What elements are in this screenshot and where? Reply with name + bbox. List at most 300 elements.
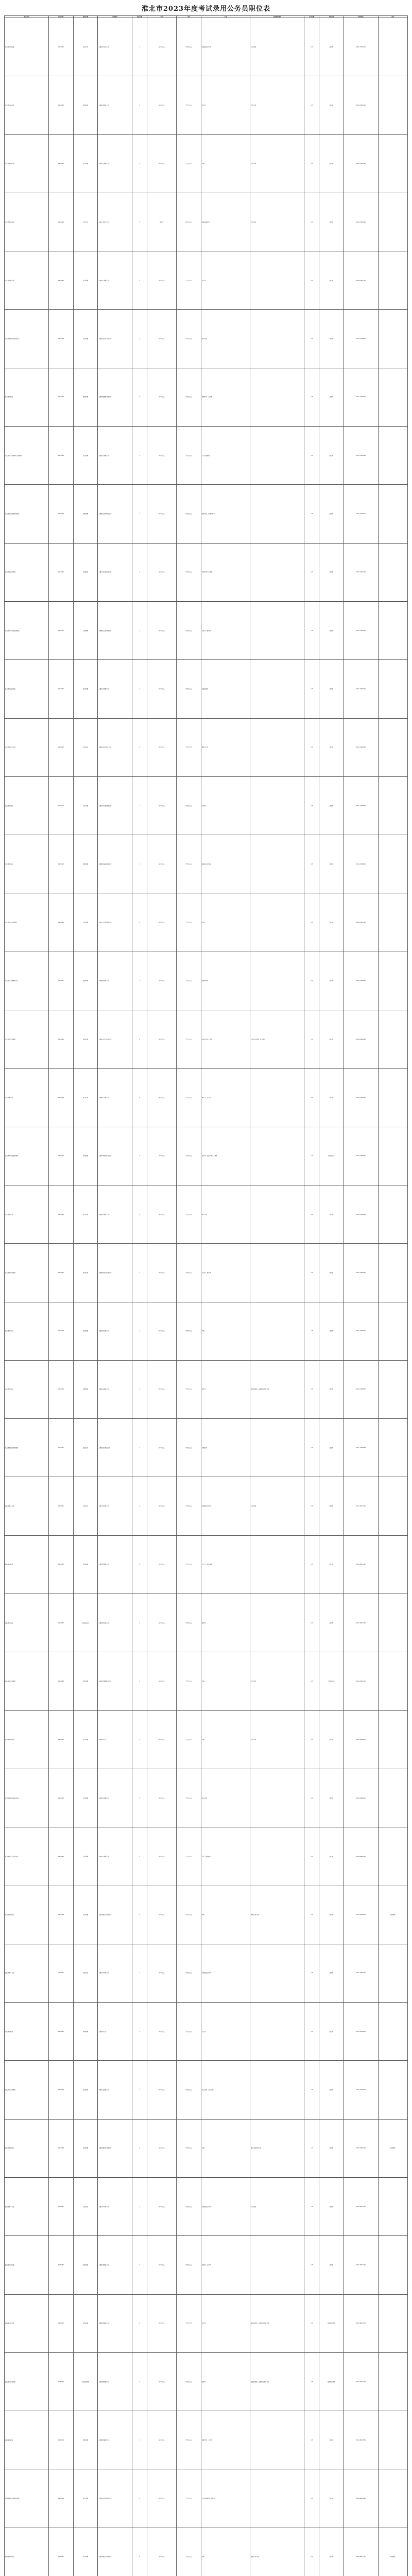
table-cell: 不限 xyxy=(201,2119,250,2177)
table-cell: 从事农业技术推广工作 xyxy=(98,718,132,776)
table-cell: 淮北市司法局 xyxy=(5,1360,49,1418)
table-cell: 不限 xyxy=(201,893,250,952)
position-table xyxy=(4,15,408,2576)
table-cell: 0101007 xyxy=(48,368,73,426)
table-cell: 淮北市人力资源和社会保障局 xyxy=(5,427,49,485)
table-cell: 0101010 xyxy=(48,543,73,601)
table-cell: 财务管理 xyxy=(73,1535,98,1594)
table-cell: 1:3 xyxy=(304,718,319,776)
table-cell: 淮北市纪委监委 xyxy=(5,18,49,76)
table-cell: 学士及以上 xyxy=(177,1827,201,1886)
table-cell: 1:3 xyxy=(304,893,319,952)
table-cell: 淮北市应急管理局 xyxy=(5,1010,49,1069)
table-cell: 从事综合管理工作 xyxy=(98,134,132,193)
table-cell: 从事乡镇综合管理工作 xyxy=(98,2119,132,2177)
table-cell: 1 xyxy=(132,2177,147,2235)
table-cell: 学士及以上 xyxy=(177,2352,201,2411)
table-cell: 0104002 xyxy=(48,2003,73,2061)
table-cell: 从事水利工程管理工作 xyxy=(98,776,132,835)
table-cell: 3 xyxy=(132,1886,147,1944)
table-cell: 0105004 xyxy=(48,2352,73,2411)
table-cell: 淮北市委组织部 xyxy=(5,134,49,193)
table-cell xyxy=(378,1769,407,1827)
table-cell: 从事医保基金监管工作 xyxy=(98,1244,132,1302)
table-cell: 本科及以上 xyxy=(147,660,176,718)
table-cell: 0101020 xyxy=(48,1127,73,1185)
column-header: 职位名称 xyxy=(73,16,98,18)
table-cell: 0561-3194102 xyxy=(344,543,378,601)
table-cell: 0561-4030101 xyxy=(344,1944,378,2002)
table-row xyxy=(5,835,408,893)
column-header: 职位简介 xyxy=(98,16,132,18)
table-cell: 0561-3195103 xyxy=(344,1127,378,1185)
table-cell: 从事财务工作 xyxy=(98,2003,132,2061)
column-header: 职位代码 xyxy=(48,16,73,18)
table-cell: 基层司法所 xyxy=(73,1594,98,1652)
table-cell: 综合类 xyxy=(319,1069,344,1127)
table-cell: 中共党员 xyxy=(250,134,304,193)
table-cell: 1 xyxy=(132,601,147,659)
table-row xyxy=(5,1302,408,1360)
table-row xyxy=(5,427,408,485)
table-row xyxy=(5,2294,408,2352)
table-cell: 本科及以上 xyxy=(147,1244,176,1302)
table-row xyxy=(5,485,408,543)
table-cell: 综合类 xyxy=(319,543,344,601)
table-cell: 1 xyxy=(132,776,147,835)
table-cell xyxy=(378,251,407,310)
table-cell: 烈山区乡镇机关 xyxy=(5,2119,49,2177)
table-cell: 综合管理 xyxy=(73,660,98,718)
table-cell: 综合类 xyxy=(319,1594,344,1652)
table-cell xyxy=(378,2469,407,2528)
table-row xyxy=(5,193,408,251)
table-cell: 0101011 xyxy=(48,601,73,659)
table-cell: 0561-3193960 xyxy=(344,427,378,485)
table-cell xyxy=(378,543,407,601)
table-cell xyxy=(250,2003,304,2061)
table-cell: 综合类 xyxy=(319,1944,344,2002)
table-cell xyxy=(378,1244,407,1302)
table-cell: 文字综合 xyxy=(73,1477,98,1535)
table-cell xyxy=(378,1127,407,1185)
table-cell: 杜集区委组织部 xyxy=(5,1710,49,1769)
table-cell: 环境科学与工程类 xyxy=(201,543,250,601)
table-cell xyxy=(250,2236,304,2294)
table-cell: 0561-3195406 xyxy=(344,1302,378,1360)
table-cell: 综合类 xyxy=(319,1302,344,1360)
table-cell: 会计学、医学类 xyxy=(201,1244,250,1302)
table-row xyxy=(5,893,408,952)
table-cell: 淮北市数据资源管理局 xyxy=(5,1419,49,1477)
table-cell: 学士及以上 xyxy=(177,2061,201,2119)
table-cell: 1:3 xyxy=(304,2411,319,2469)
table-cell: 1:3 xyxy=(304,601,319,659)
table-cell: 1:3 xyxy=(304,2177,319,2235)
table-cell: 从事综合管理工作 xyxy=(98,251,132,310)
table-cell: 烈山区委办公室 xyxy=(5,1944,49,2002)
table-cell: 1 xyxy=(132,660,147,718)
table-cell: 财务管理 xyxy=(73,2003,98,2061)
table-cell: 1 xyxy=(132,1477,147,1535)
table-cell: 工程管理 xyxy=(73,601,98,659)
table-cell: 从事文字材料工作 xyxy=(98,1944,132,2002)
table-cell: 0104001 xyxy=(48,1944,73,2002)
table-cell: 1 xyxy=(132,1827,147,1886)
table-cell: 淮北市委宣传部 xyxy=(5,193,49,251)
table-row xyxy=(5,1594,408,1652)
table-cell xyxy=(378,193,407,251)
table-cell: 0105002 xyxy=(48,2236,73,2294)
table-cell: 法学类 xyxy=(201,2294,250,2352)
table-cell: 本科及以上 xyxy=(147,310,176,368)
table-cell: 综合类 xyxy=(319,1010,344,1069)
table-cell: 本科及以上 xyxy=(147,2177,176,2235)
table-row xyxy=(5,1535,408,1594)
table-cell: 0105005 xyxy=(48,2411,73,2469)
table-cell: 1 xyxy=(132,485,147,543)
table-cell xyxy=(250,368,304,426)
table-cell: 本科及以上 xyxy=(147,835,176,893)
table-cell: 1:3 xyxy=(304,2528,319,2576)
table-cell: 中共党员 xyxy=(250,1477,304,1535)
table-cell: 学士及以上 xyxy=(177,1302,201,1360)
table-cell: 服务基层项目人员 xyxy=(250,2119,304,2177)
table-cell xyxy=(250,601,304,659)
table-cell xyxy=(378,134,407,193)
table-cell: 不限 xyxy=(201,1302,250,1360)
table-cell: 学士及以上 xyxy=(177,893,201,952)
table-cell: 0561-3662202 xyxy=(344,1769,378,1827)
table-cell: 淮北市纪委监委 xyxy=(5,76,49,134)
table-cell: 0105003 xyxy=(48,2294,73,2352)
table-cell: 淮北市交通运输局 xyxy=(5,660,49,718)
table-cell: 2 xyxy=(132,368,147,426)
table-cell: 0101015 xyxy=(48,835,73,893)
table-cell: 0561-6021404 xyxy=(344,2352,378,2411)
table-row xyxy=(5,1010,408,1069)
table-cell xyxy=(250,776,304,835)
table-cell: 从事综合管理工作 xyxy=(98,427,132,485)
table-cell: 本科及以上 xyxy=(147,18,176,76)
table-cell xyxy=(378,427,407,485)
table-cell: 法学类 xyxy=(201,1360,250,1418)
table-cell: 限淮北市户籍 xyxy=(250,1886,304,1944)
table-cell xyxy=(250,1944,304,2002)
table-cell: 0101019 xyxy=(48,1069,73,1127)
table-cell: 本科及以上 xyxy=(147,76,176,134)
table-cell: 学士及以上 xyxy=(177,18,201,76)
table-cell: 1 xyxy=(132,427,147,485)
table-cell xyxy=(378,1302,407,1360)
table-cell: 0561-6021303 xyxy=(344,2294,378,2352)
table-cell: 1:3 xyxy=(304,543,319,601)
table-cell: 从事经济管理工作 xyxy=(98,1769,132,1827)
table-cell: 濉溪县人民法院 xyxy=(5,2294,49,2352)
table-row xyxy=(5,1185,408,1243)
table-cell: 农业管理 xyxy=(73,1827,98,1886)
table-cell: 行政执法类 xyxy=(319,1652,344,1710)
table-cell xyxy=(250,835,304,893)
table-cell: 本科及以上 xyxy=(147,1185,176,1243)
table-cell: 0101013 xyxy=(48,718,73,776)
table-cell: 杜集区乡镇机关 xyxy=(5,1886,49,1944)
table-cell: 学士及以上 xyxy=(177,2119,201,2177)
table-cell: 市场监管 xyxy=(73,1127,98,1185)
table-cell: 新闻传播学类 xyxy=(201,193,250,251)
table-cell: 0561-3195608 xyxy=(344,1419,378,1477)
table-cell xyxy=(378,18,407,76)
table-cell: 学士及以上 xyxy=(177,2294,201,2352)
table-cell: 0101008 xyxy=(48,427,73,485)
table-cell: 本科及以上 xyxy=(147,952,176,1010)
table-cell xyxy=(378,368,407,426)
table-cell: 本科及以上 xyxy=(147,2294,176,2352)
table-cell: 不限 xyxy=(201,1652,250,1710)
table-row xyxy=(5,2061,408,2119)
table-cell: 本科及以上 xyxy=(147,1886,176,1944)
table-cell: 1 xyxy=(132,18,147,76)
table-cell: 淮北市信访局 xyxy=(5,1302,49,1360)
table-cell: 学士及以上 xyxy=(177,1244,201,1302)
table-cell: 0561-3021101 xyxy=(344,1477,378,1535)
table-cell: 1:3 xyxy=(304,1944,319,2002)
table-cell: 综合类 xyxy=(319,1185,344,1243)
table-cell: 0561-3193011 xyxy=(344,76,378,134)
table-cell: 从事审查调查工作 xyxy=(98,76,132,134)
table-cell xyxy=(250,543,304,601)
table-cell: 1:3 xyxy=(304,1710,319,1769)
table-cell: 综合类 xyxy=(319,1886,344,1944)
table-cell xyxy=(378,835,407,893)
table-cell: 学士及以上 xyxy=(177,368,201,426)
table-cell: 淮北市商务局 xyxy=(5,835,49,893)
table-cell: 本科及以上 xyxy=(147,251,176,310)
table-cell: 1:3 xyxy=(304,2469,319,2528)
table-cell: 综合类 xyxy=(319,2119,344,2177)
table-cell: 学士及以上 xyxy=(177,485,201,543)
table-cell: 1:3 xyxy=(304,2352,319,2411)
table-cell: 0103001 xyxy=(48,1710,73,1769)
table-cell: 从事文化市场管理工作 xyxy=(98,893,132,952)
table-cell: 从事安全监管工作 xyxy=(98,2061,132,2119)
table-cell: 学士及以上 xyxy=(177,310,201,368)
table-cell: 学士及以上 xyxy=(177,2469,201,2528)
table-row xyxy=(5,1827,408,1886)
table-cell: 综合类 xyxy=(319,134,344,193)
table-cell: 植物生产类 xyxy=(201,718,250,776)
table-cell: 综合管理 xyxy=(73,251,98,310)
table-cell: 1 xyxy=(132,2061,147,2119)
table-cell: 经常深入现场，适合男性 xyxy=(250,1010,304,1069)
table-cell: 杜集区农业农村水利局 xyxy=(5,1827,49,1886)
table-row xyxy=(5,18,408,76)
table-cell xyxy=(378,1944,407,2002)
page-title: 淮北市2023年度考试录用公务员职位表 xyxy=(141,5,271,13)
table-cell: 经济学类 xyxy=(201,310,250,368)
table-cell: 学士及以上 xyxy=(177,660,201,718)
table-cell: 学士及以上 xyxy=(177,1477,201,1535)
table-cell: 学士及以上 xyxy=(177,2003,201,2061)
table-cell: 学士及以上 xyxy=(177,427,201,485)
table-cell: 适合男性 xyxy=(250,1652,304,1710)
table-cell: 本科及以上 xyxy=(147,1535,176,1594)
table-cell: 1 xyxy=(132,2411,147,2469)
table-cell: 综合管理 xyxy=(73,427,98,485)
table-cell: 学士及以上 xyxy=(177,1360,201,1418)
table-cell: 审查调查 xyxy=(73,76,98,134)
table-cell: 学士及以上 xyxy=(177,1652,201,1710)
table-cell xyxy=(378,660,407,718)
table-cell xyxy=(250,893,304,952)
table-cell xyxy=(378,1419,407,1477)
table-cell: 法律事务 xyxy=(73,1360,98,1418)
table-cell: 学士及以上 xyxy=(177,1185,201,1243)
table-cell: 濉溪县财政局 xyxy=(5,2411,49,2469)
table-cell: 1 xyxy=(132,1185,147,1243)
table-cell: 综合类 xyxy=(319,2411,344,2469)
table-cell: 0102004 xyxy=(48,1652,73,1710)
table-cell: 从事自然资源管理工作 xyxy=(98,2469,132,2528)
table-cell: 0561-6021505 xyxy=(344,2411,378,2469)
table-cell: 综合类 xyxy=(319,601,344,659)
table-cell: 财政学类、会计学 xyxy=(201,2411,250,2469)
table-cell: 1 xyxy=(132,1769,147,1827)
table-cell: 文字综合 xyxy=(73,193,98,251)
table-cell: 从事国土空间规划工作 xyxy=(98,485,132,543)
table-cell: 学士及以上 xyxy=(177,718,201,776)
table-cell: 中共党员 xyxy=(250,76,304,134)
table-cell: 0101022 xyxy=(48,1244,73,1302)
table-cell xyxy=(250,1594,304,1652)
table-cell xyxy=(250,1535,304,1594)
table-cell: 从事统计调查工作 xyxy=(98,1185,132,1243)
table-cell: 1 xyxy=(132,718,147,776)
table-cell: 1:3 xyxy=(304,18,319,76)
table-cell: 0561-3194503 xyxy=(344,776,378,835)
table-cell xyxy=(250,251,304,310)
table-cell: 1 xyxy=(132,835,147,893)
table-cell: 综合管理 xyxy=(73,2119,98,2177)
table-cell: 法学类 xyxy=(201,76,250,134)
table-cell: 本科及以上 xyxy=(147,2528,176,2576)
table-cell: 0102002 xyxy=(48,1535,73,1594)
table-row xyxy=(5,368,408,426)
table-cell: 法院检察院类 xyxy=(319,2294,344,2352)
table-cell: 统计学类 xyxy=(201,1185,250,1243)
table-cell: 1 xyxy=(132,193,147,251)
table-cell xyxy=(250,1419,304,1477)
table-cell: 学士及以上 xyxy=(177,601,201,659)
table-cell: 淮北市自然资源和规划局 xyxy=(5,485,49,543)
table-cell: 综合类 xyxy=(319,660,344,718)
table-cell: 综合类 xyxy=(319,193,344,251)
table-cell xyxy=(378,1360,407,1418)
table-cell: 国土管理 xyxy=(73,2469,98,2528)
table-cell: 综合类 xyxy=(319,1535,344,1594)
table-cell: 0561-6021202 xyxy=(344,2236,378,2294)
table-cell: 本科及以上 xyxy=(147,1419,176,1477)
table-cell: 1:3 xyxy=(304,1069,319,1127)
table-cell: 2 xyxy=(132,1652,147,1710)
table-row xyxy=(5,1244,408,1302)
table-cell: 濉溪县乡镇机关 xyxy=(5,2528,49,2576)
table-cell xyxy=(250,1244,304,1302)
table-cell: 从事信息化建设工作 xyxy=(98,1419,132,1477)
table-cell: 学士及以上 xyxy=(177,76,201,134)
table-cell: 学士及以上 xyxy=(177,1944,201,2002)
table-cell: 本科及以上 xyxy=(147,2236,176,2294)
table-row xyxy=(5,2411,408,2469)
table-row xyxy=(5,1419,408,1477)
table-cell: 从事建设工程管理工作 xyxy=(98,601,132,659)
table-cell: 中共党员 xyxy=(250,1710,304,1769)
table-cell: 1:3 xyxy=(304,427,319,485)
table-cell: 本科及以上 xyxy=(147,543,176,601)
table-cell: 相山区财政局 xyxy=(5,1535,49,1594)
table-cell: 0561-3195002 xyxy=(344,1069,378,1127)
table-cell: 安全工程、采矿工程 xyxy=(201,2061,250,2119)
table-cell: 本科及以上 xyxy=(147,427,176,485)
table-cell: 综合类 xyxy=(319,2003,344,2061)
table-row xyxy=(5,543,408,601)
table-cell: 0101006 xyxy=(48,310,73,368)
table-cell xyxy=(250,485,304,543)
table-cell: 2 xyxy=(132,2294,147,2352)
table-cell: 综合类 xyxy=(319,835,344,893)
table-cell: 2 xyxy=(132,1594,147,1652)
table-cell: 2 xyxy=(132,1010,147,1069)
table-cell: 基金监管 xyxy=(73,1244,98,1302)
table-cell: 法官助理 xyxy=(73,2294,98,2352)
table-cell: 1 xyxy=(132,134,147,193)
table-cell xyxy=(250,1827,304,1886)
table-row xyxy=(5,1710,408,1769)
table-cell: 1 xyxy=(132,1535,147,1594)
table-cell: 法院检察院类 xyxy=(319,2352,344,2411)
table-cell: 1:3 xyxy=(304,835,319,893)
table-cell: 0561-3193901 xyxy=(344,368,378,426)
table-cell: 临床医学类 xyxy=(201,952,250,1010)
table-cell: 濉溪县纪委监委 xyxy=(5,2236,49,2294)
table-cell: 综合类 xyxy=(319,1477,344,1535)
table-cell: 濉溪县自然资源和规划局 xyxy=(5,2469,49,2528)
table-cell xyxy=(250,1769,304,1827)
table-cell: 6 xyxy=(132,2528,147,2576)
table-cell: 学士及以上 xyxy=(177,1769,201,1827)
table-cell xyxy=(378,952,407,1010)
table-cell xyxy=(250,427,304,485)
table-cell: 0561-3193516 xyxy=(344,134,378,193)
table-cell: 安全科学与工程类 xyxy=(201,1010,250,1069)
table-cell xyxy=(250,660,304,718)
table-row xyxy=(5,1477,408,1535)
table-row xyxy=(5,1652,408,1710)
table-cell: 3 xyxy=(132,2119,147,2177)
table-cell: 2 xyxy=(132,2236,147,2294)
table-cell: 0561-3194011 xyxy=(344,485,378,543)
table-cell: 学士及以上 xyxy=(177,2236,201,2294)
table-cell: 从事文字材料工作 xyxy=(98,2177,132,2235)
table-row xyxy=(5,1886,408,1944)
table-cell xyxy=(250,718,304,776)
table-cell: 0101009 xyxy=(48,485,73,543)
table-cell: 计算机类 xyxy=(201,1419,250,1477)
table-cell: 0101025 xyxy=(48,1419,73,1477)
table-cell xyxy=(378,776,407,835)
table-cell: 财政学类、会计学 xyxy=(201,368,250,426)
table-cell: 2 xyxy=(132,543,147,601)
